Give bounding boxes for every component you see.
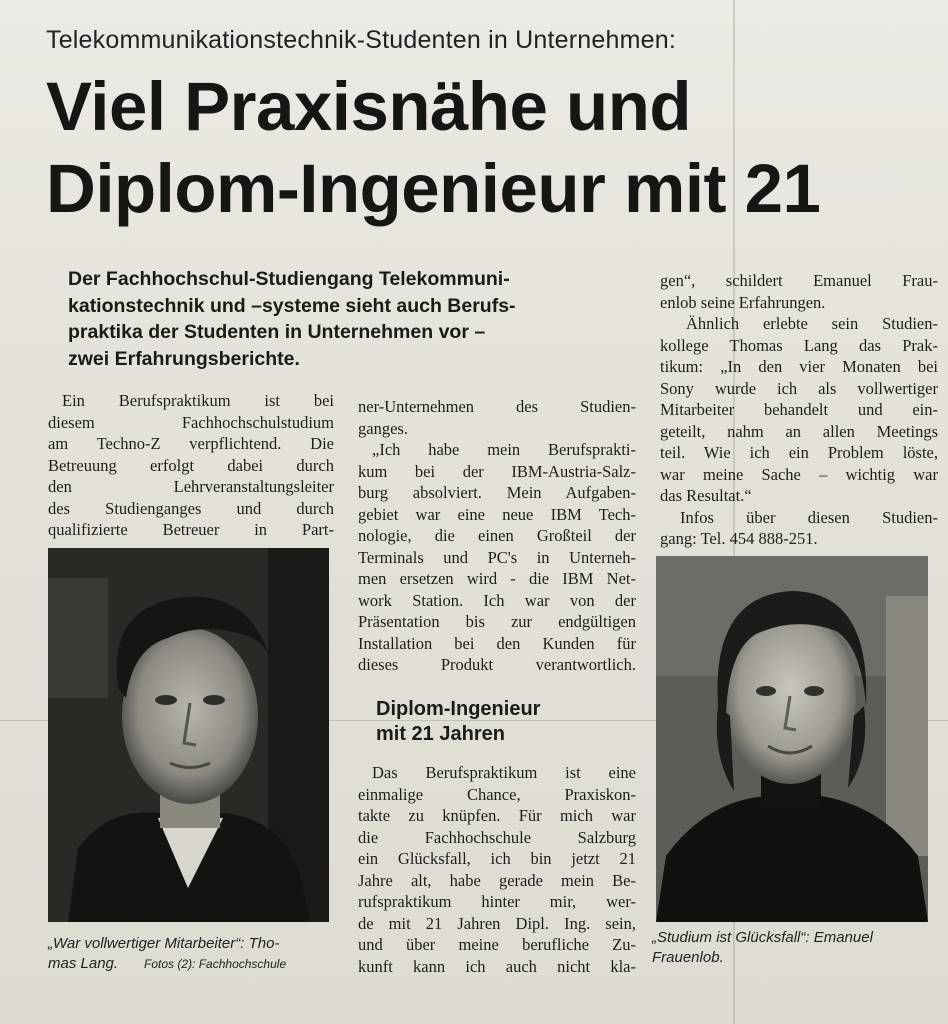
caption-line (48, 954, 338, 974)
column-3-text (660, 270, 938, 550)
text-line: tikum: „In den vier Monaten bei (660, 357, 938, 376)
lead-line: Der Fachhochschul-Studiengang Telekommuni- (68, 268, 510, 290)
text-line: work Station. Ich war von der (358, 590, 636, 610)
text-line: „Ich habe mein Berufsprakti- (372, 440, 636, 459)
kicker-line: Telekommunikationstechnik-Studenten in Unternehmen: (46, 26, 676, 54)
text-line: war meine Sache – wichtig war (660, 464, 938, 484)
headline-line-1: Viel Praxisnähe und (46, 68, 691, 145)
caption-thomas-lang (48, 934, 338, 974)
text-line: nologie, die einen Großteil der (358, 526, 636, 545)
text-line: Betreuung erfolgt dabei durch (48, 455, 334, 475)
text-line: Infos über diesen Studien- (680, 507, 938, 527)
text-line: die Fachhochschule Salzburg (358, 827, 636, 847)
text-line: Sony wurde ich als vollwertiger (660, 378, 938, 398)
text-line: dieses Produkt verantwortlich. (358, 655, 636, 674)
lead-line: zwei Erfahrungsberichte. (68, 347, 300, 370)
text-line: Terminals und PC's in Unterneh- (358, 547, 636, 567)
headline (46, 66, 926, 230)
text-line: kollege Thomas Lang das Prak- (660, 335, 938, 355)
photo-emanuel-frauenlob (656, 556, 928, 922)
text-line: gang: Tel. 454 888-251. (660, 529, 818, 548)
text-line: den Lehrveranstaltungsleiter (48, 477, 334, 496)
caption-line: „Studium ist Glücksfall“: Emanuel (652, 929, 873, 946)
subheading-line: mit 21 Jahren (376, 723, 505, 745)
text-line: am Techno-Z verpflichtend. Die (48, 434, 334, 453)
text-line: Installation bei den Kunden für (358, 633, 636, 653)
text-line: und über meine berufliche Zu- (358, 935, 636, 954)
text-line: ner-Unternehmen des Studien- (358, 397, 636, 416)
headline-line-2: Diplom-Ingenieur mit 21 (46, 150, 821, 227)
lead-paragraph (68, 266, 608, 372)
text-line: gebiet war eine neue IBM Tech- (358, 504, 636, 524)
text-line: takte zu knüpfen. Für mich war (358, 806, 636, 825)
text-line: men ersetzen wird - die IBM Net- (358, 569, 636, 588)
text-line: das Resultat.“ (660, 486, 752, 505)
text-line: gen“, schildert Emanuel Frau- (660, 271, 938, 290)
text-line: ganges. (358, 418, 408, 438)
photo-credit: Fotos (2): Fachhochschule (144, 957, 287, 971)
text-line: Das Berufspraktikum ist eine (372, 763, 636, 782)
subheading (376, 697, 616, 747)
text-line: qualifizierte Betreuer in Part- (48, 520, 334, 539)
column-2-text (358, 396, 636, 676)
text-line: Präsentation bis zur endgültigen (358, 612, 636, 631)
text-line: Ein Berufspraktikum ist bei (62, 391, 334, 410)
text-line: de mit 21 Jahren Dipl. Ing. sein, (358, 913, 636, 933)
text-line: rufspraktikum hinter mir, wer- (358, 892, 636, 911)
column-2b-text (358, 762, 636, 977)
text-line: des Studienganges und durch (48, 498, 334, 518)
lead-line: praktika der Studenten in Unternehmen vor – (68, 321, 486, 343)
text-line: enlob seine Erfahrungen. (660, 292, 826, 312)
text-line: Jahre alt, habe gerade mein Be- (358, 870, 636, 890)
photo-thomas-lang (48, 548, 329, 922)
text-line: Mitarbeiter behandelt und ein- (660, 400, 938, 419)
lead-line: kationstechnik und –systeme sieht auch Berufs- (68, 294, 516, 317)
text-line: diesem Fachhochschulstudium (48, 412, 334, 432)
column-1-text (48, 390, 334, 541)
text-line: burg absolviert. Mein Aufgaben- (358, 483, 636, 502)
text-line: ein Glücksfall, ich bin jetzt 21 (358, 849, 636, 868)
text-line: geteilt, nahm an allen Meetings (660, 421, 938, 441)
text-line: Ähnlich erlebte sein Studien- (686, 314, 938, 333)
caption-line-2: mas Lang. (48, 955, 119, 972)
subheading-line: Diplom-Ingenieur (376, 698, 541, 720)
text-line: kunft kann ich auch nicht kla- (358, 956, 636, 976)
text-line: teil. Wie ich ein Problem löste, (660, 443, 938, 462)
caption-emanuel-frauenlob (652, 928, 942, 968)
caption-line: „War vollwertiger Mitarbeiter“: Tho- (48, 935, 280, 952)
caption-line: Frauenlob. (652, 949, 724, 966)
text-line: kum bei der IBM-Austria-Salz- (358, 461, 636, 481)
text-line: einmalige Chance, Praxiskon- (358, 784, 636, 804)
